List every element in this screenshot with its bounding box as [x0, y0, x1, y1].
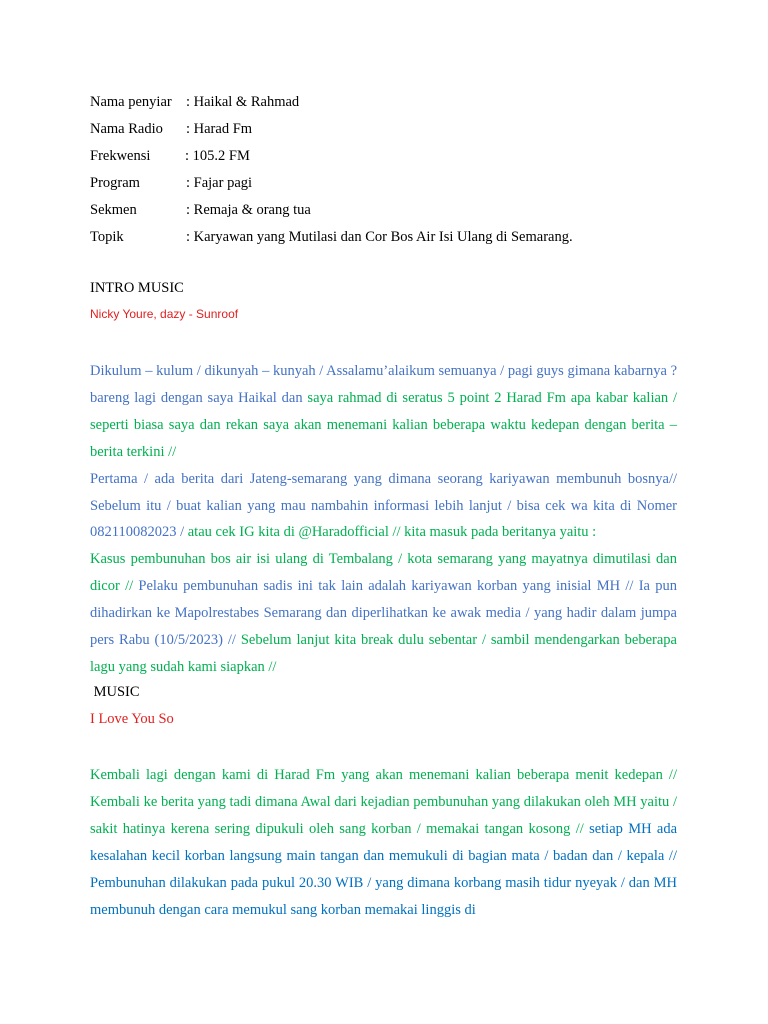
script-text: atau cek IG kita di @Haradofficial // kita masuk pada beritanya yaitu : [187, 524, 597, 541]
info-value: : Remaja & orang tua [186, 202, 311, 218]
info-label: Sekmen [90, 202, 137, 218]
info-label: Frekwensi [90, 148, 151, 164]
info-value: : Harad Fm [186, 121, 253, 137]
script-paragraph [90, 762, 677, 923]
music-song-title: I Love You So [90, 711, 174, 727]
script-text: setiap MH ada kesalahan kecil korban langsung main tangan dan memukuli di bagian mata / badan dan / kepala // Pembunuhan dilakukan pada pukul 20.30 WIB / yang dimana korbang masih tidur nyeyak / dan MH membunuh dengan cara memukul sang korban memakai linggis di [90, 820, 678, 918]
script-text: Pelaku pembunuhan sadis ini tak lain adalah kariyawan korban yang inisial MH // Ia pun dihadirkan ke Mapolrestabes Semarang dan diperlihatkan ke awak media / yang hadir dalam jumpa pers Rabu (10/5/2023) // [90, 578, 677, 649]
info-label: Program [90, 175, 140, 191]
info-value: : 105.2 FM [185, 148, 250, 164]
info-value: : Karyawan yang Mutilasi dan Cor Bos Air Isi Ulang di Semarang. [186, 229, 573, 245]
info-label: Topik [90, 229, 124, 245]
intro-song-title: Nicky Youre, dazy - Sunroof [90, 307, 239, 321]
script-text: Kembali lagi dengan kami di Harad Fm yang akan menemani kalian beberapa menit kedepan // Kembali ke berita yang tadi dimana Awal dari kejadian pembunuhan yang dilakukan oleh MH yaitu / sakit hatinya kerena sering dipukuli oleh sang korban / memakai tangan kosong // [90, 767, 677, 837]
music-heading: MUSIC [90, 684, 140, 700]
info-value: : Fajar pagi [186, 175, 253, 191]
script-text: Sebelum lanjut kita break dulu sebentar / sambil mendengarkan beberapa lagu yang sudah kami siapkan // [90, 632, 677, 675]
info-value: : Haikal & Rahmad [186, 94, 300, 110]
info-label: Nama Radio [90, 121, 163, 137]
script-text: Dikulum – kulum / dikunyah – kunyah / Assalamu’alaikum semuanya / pagi guys gimana kabarnya ? bareng lagi dengan saya Haikal dan [90, 363, 677, 406]
script-text: saya rahmad di seratus 5 point 2 Harad Fm apa kabar kalian / seperti biasa saya dan rekan saya akan menemani kalian beberapa waktu kedepan dengan berita – berita terkini // [90, 389, 678, 460]
script-text: Pertama / ada berita dari Jateng-semarang yang dimana seorang kariyawan membunuh bosnya// Sebelum itu / buat kalian yang mau nambahin informasi lebih lanjut / bisa cek wa kita di Nomer 082110082023 / [90, 470, 677, 541]
info-label: Nama penyiar [90, 94, 172, 110]
script-text: Kasus pembunuhan bos air isi ulang di Tembalang / kota semarang yang mayatnya dimutilasi dan dicor // [90, 551, 677, 595]
script-paragraph [90, 358, 677, 681]
intro-music-heading: INTRO MUSIC [90, 280, 184, 296]
